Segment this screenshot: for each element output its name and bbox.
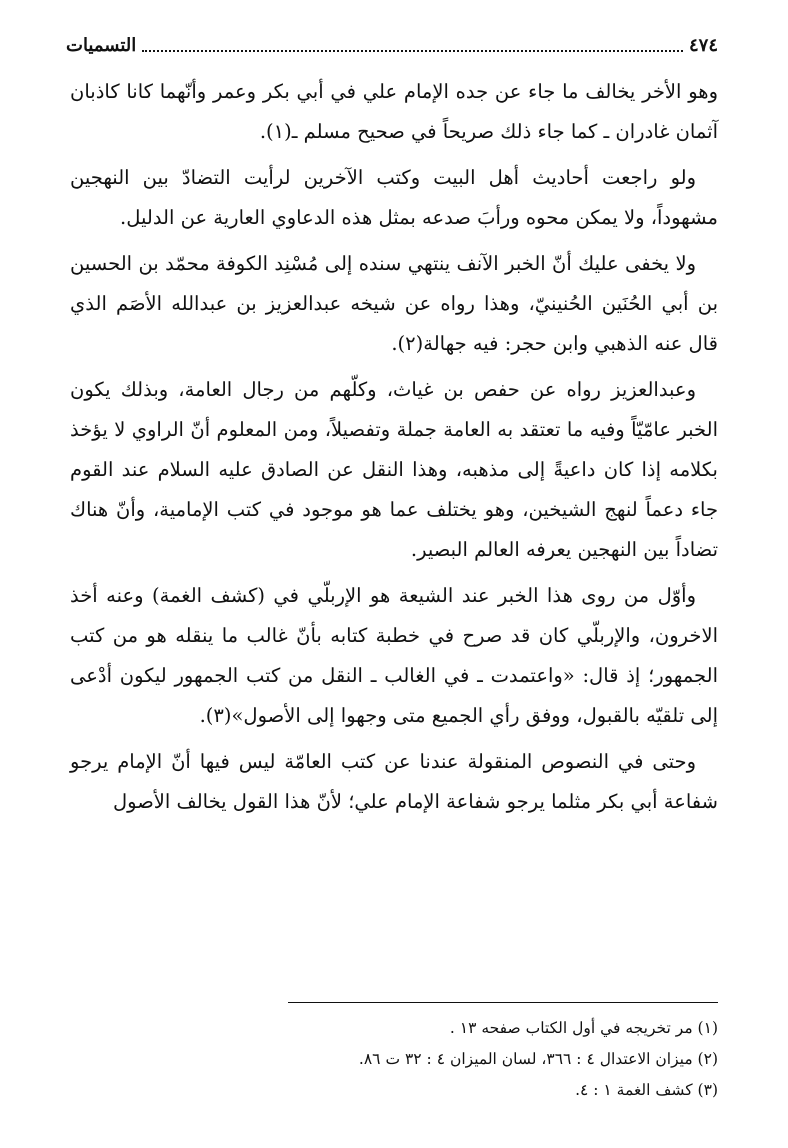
body-text bbox=[70, 72, 718, 828]
paragraph: وأوّل من روى هذا الخبر عند الشيعة هو الإربلّي في (كشف الغمة) وعنه أخذ الاخرون، والإربلّي كان قد صرح في خطبة كتابه بأنّ غالب ما ينقله هو من كتب الجمهور؛ إذ قال: «واعتمدت ـ في الغالب ـ النقل من كتب الجمهور ليكون أدْعى إلى تلقيّه بالقبول، ووفق رأي الجميع متى وجهوا إلى الأصول»(٣). bbox=[70, 584, 718, 727]
section-title: التسميات bbox=[66, 34, 137, 56]
footnotes bbox=[70, 1013, 718, 1106]
paragraph: ولا يخفى عليك أنّ الخبر الآنف ينتهي سنده إلى مُسْنِد الكوفة محمّد بن الحسين بن أبي الحُنَين الحُنينيّ، وهذا رواه عن شيخه عبدالعزيز بن عبدالله الأصَم الذي قال عنه الذهبي وابن حجر: فيه جهالة(٢). bbox=[70, 252, 718, 355]
paragraph: وعبدالعزيز رواه عن حفص بن غياث، وكلّهم من رجال العامة، وبذلك يكون الخبر عامّيّاً وفيه ما تعتقد به العامة جملة وتفصيلاً، ومن المعلوم أنّ الراوي لا يؤخذ بكلامه إذا كان داعيةً إلى مذهبه، وهذا النقل عن الصادق عليه السلام عند القوم جاء دعماً لنهج الشيخين، وهو يختلف عما هو موجود في كتب الإمامية، وأنّ هناك تضاداً بين النهجين يعرفه العالم البصير. bbox=[70, 378, 718, 561]
paragraph: وحتى في النصوص المنقولة عندنا عن كتب العامّة ليس فيها أنّ الإمام يرجو شفاعة أبي بكر مثلما يرجو شفاعة الإمام علي؛ لأنّ هذا القول يخالف الأصول bbox=[70, 750, 718, 813]
footnote: (٣) كشف الغمة ١ : ٤. bbox=[575, 1081, 718, 1099]
header-dotted-leader bbox=[142, 38, 683, 52]
page-header bbox=[66, 30, 718, 60]
footnote-divider bbox=[288, 1002, 718, 1003]
paragraph: ولو راجعت أحاديث أهل البيت وكتب الآخرين لرأيت التضادّ بين النهجين مشهوداً، ولا يمكن محوه ورأبَ صدعه بمثل هذه الدعاوي العارية عن الدليل. bbox=[70, 166, 718, 229]
footnote: (٢) ميزان الاعتدال ٤ : ٣٦٦، لسان الميزان ٤ : ٣٢ ت ٨٦. bbox=[358, 1050, 718, 1068]
paragraph: وهو الأخر يخالف ما جاء عن جده الإمام علي في أبي بكر وعمر وأنّهما كانا كاذبان آثمان غادران ـ كما جاء ذلك صريحاً في صحيح مسلم ـ(١). bbox=[70, 80, 718, 143]
page-number: ٤٧٤ bbox=[688, 34, 718, 56]
footnote: (١) مر تخريجه في أول الكتاب صفحه ١٣ . bbox=[449, 1019, 718, 1037]
